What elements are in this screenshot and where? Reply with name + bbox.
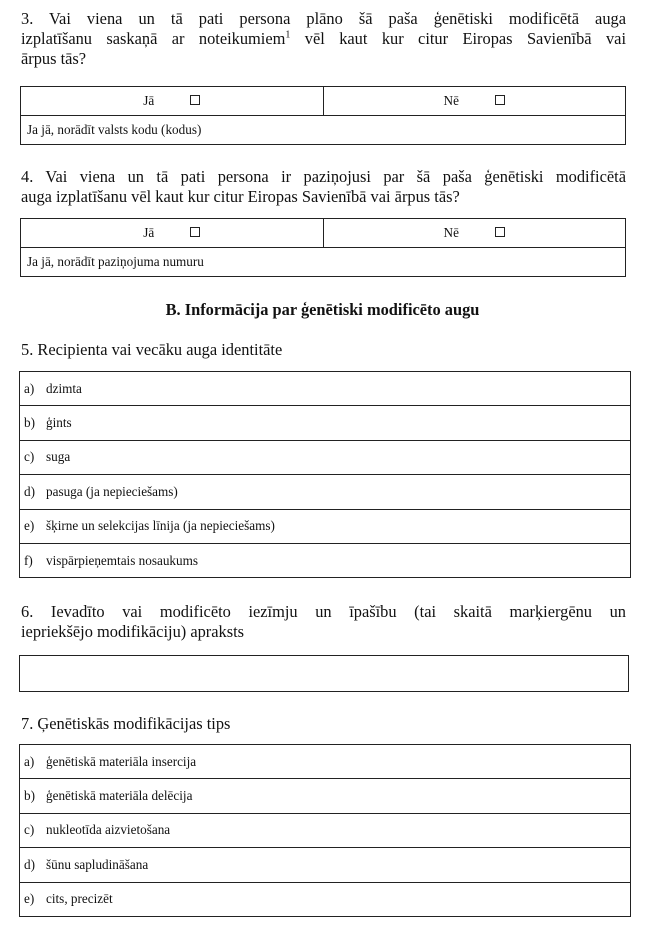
q3-answer-table — [20, 86, 626, 145]
q3-line3: ārpus tās? — [21, 49, 87, 68]
q4-yes-checkbox[interactable] — [190, 227, 200, 237]
q6-description-field[interactable] — [19, 655, 629, 692]
table-row[interactable]: f) vispārpieņemtais nosaukums — [20, 543, 631, 577]
q3-yes-label: Jā — [143, 93, 155, 108]
q6-line2: iepriekšējo modifikāciju) apraksts — [21, 622, 245, 641]
question-4-text — [21, 167, 626, 207]
q4-line2: auga izplatīšanu vēl kaut kur citur Eiropas Savienībā vai ārpus tās? — [21, 187, 460, 206]
q4-yes-label: Jā — [143, 225, 155, 240]
question-5-title: 5. Recipienta vai vecāku auga identitāte — [21, 340, 283, 359]
table-row[interactable]: c) nukleotīda aizvietošana — [20, 813, 631, 847]
q3-country-code-field[interactable]: Ja jā, norādīt valsts kodu (kodus) — [21, 116, 626, 145]
q3-line2: izplatīšanu saskaņā ar noteikumiem$^1$ vēl kaut kur citur Eiropas Savienībā vai — [21, 29, 626, 48]
q4-yes-cell — [21, 219, 324, 248]
table-row[interactable]: c) suga — [20, 440, 631, 474]
q3-no-checkbox[interactable] — [495, 95, 505, 105]
footnote-ref: 1 — [285, 29, 291, 41]
q6-line1: 6. Ievadīto vai modificēto iezīmju un īpašību (tai skaitā marķiergēnu un — [21, 602, 626, 621]
question-3-text — [21, 9, 626, 69]
question-7-title: 7. Ģenētiskās modifikācijas tips — [21, 714, 231, 733]
q4-no-cell — [323, 219, 626, 248]
table-row[interactable]: e) cits, precizēt — [20, 882, 631, 916]
q4-no-checkbox[interactable] — [495, 227, 505, 237]
table-row[interactable]: a) ģenētiskā materiāla insercija — [20, 745, 631, 779]
q7-list-table — [19, 744, 631, 917]
section-b-heading: B. Informācija par ģenētiski modificēto augu — [165, 300, 480, 319]
q4-no-label: Nē — [443, 225, 459, 240]
q3-no-cell — [323, 87, 626, 116]
table-row[interactable]: b) ģenētiskā materiāla delēcija — [20, 779, 631, 813]
q3-yes-cell — [21, 87, 324, 116]
q3-no-label: Nē — [443, 93, 459, 108]
q4-answer-table — [20, 218, 626, 277]
table-row[interactable]: d) pasuga (ja nepieciešams) — [20, 475, 631, 509]
table-row[interactable]: e) šķirne un selekcijas līnija (ja nepieciešams) — [20, 509, 631, 543]
q4-notification-number-field[interactable]: Ja jā, norādīt paziņojuma numuru — [21, 248, 626, 277]
table-row[interactable]: b) ģints — [20, 406, 631, 440]
q3-yes-checkbox[interactable] — [190, 95, 200, 105]
q5-list-table — [19, 371, 631, 578]
table-row[interactable]: d) šūnu sapludināšana — [20, 848, 631, 882]
q3-line1: 3. Vai viena un tā pati persona plāno šā paša ģenētiski modificētā auga — [21, 9, 626, 28]
q4-line1: 4. Vai viena un tā pati persona ir paziņojusi par šā paša ģenētiski modificētā — [21, 167, 626, 186]
table-row[interactable]: a) dzimta — [20, 372, 631, 406]
question-6-text — [21, 602, 626, 642]
